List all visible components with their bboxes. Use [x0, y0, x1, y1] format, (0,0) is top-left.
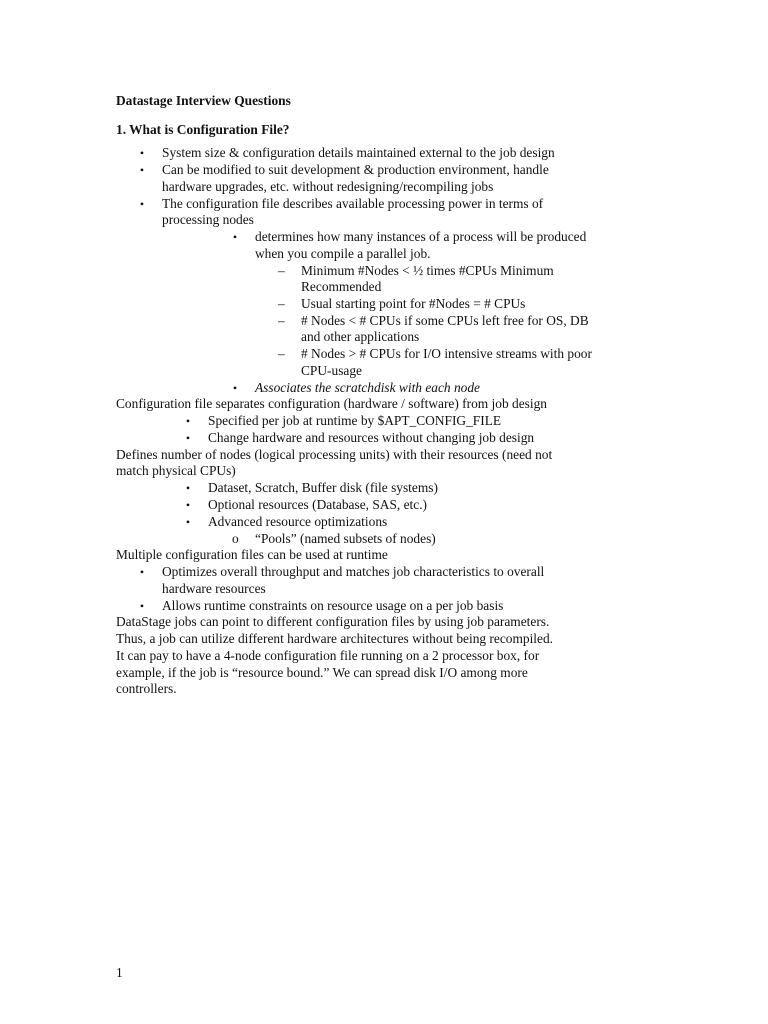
text-line: System size & configuration details maintained external to the job design [162, 145, 555, 160]
text-line: match physical CPUs) [116, 463, 236, 478]
text-line: controllers. [116, 681, 177, 696]
dash-marker: – [278, 346, 285, 361]
text-line: It can pay to have a 4-node configuration file running on a 2 processor box, for [116, 648, 540, 663]
dash-marker: – [278, 296, 285, 311]
bullet-marker: • [139, 146, 145, 160]
text-line: # Nodes < # CPUs if some CPUs left free for OS, DB [301, 313, 589, 328]
text-line: example, if the job is “resource bound.” We can spread disk I/O among more [116, 665, 528, 680]
text-line: Multiple configuration files can be used at runtime [116, 547, 388, 562]
question-heading: 1. What is Configuration File? [116, 122, 290, 137]
bullet-marker: • [185, 414, 191, 428]
text-line: Configuration file separates configuration (hardware / software) from job design [116, 396, 547, 411]
dash-marker: – [278, 313, 285, 328]
circle-marker: o [232, 531, 239, 546]
text-line: when you compile a parallel job. [255, 246, 431, 261]
text-line: Optimizes overall throughput and matches job characteristics to overall [162, 564, 545, 579]
text-line: Minimum #Nodes < ½ times #CPUs Minimum [301, 263, 554, 278]
bullet-marker: • [139, 599, 145, 613]
text-line: # Nodes > # CPUs for I/O intensive streams with poor [301, 346, 592, 361]
document-title: Datastage Interview Questions [116, 93, 291, 108]
text-line: determines how many instances of a process will be produced [255, 229, 587, 244]
bullet-marker: • [139, 565, 145, 579]
dash-marker: – [278, 263, 285, 278]
text-line: Thus, a job can utilize different hardware architectures without being recompiled. [116, 631, 554, 646]
text-line: Specified per job at runtime by $APT_CONFIG_FILE [208, 413, 502, 428]
text-line: Usual starting point for #Nodes = # CPUs [301, 296, 526, 311]
text-line: hardware upgrades, etc. without redesigning/recompiling jobs [162, 179, 494, 194]
text-line: processing nodes [162, 212, 254, 227]
text-line: Dataset, Scratch, Buffer disk (file systems) [208, 480, 438, 495]
text-line: “Pools” (named subsets of nodes) [255, 531, 436, 546]
text-line: Optional resources (Database, SAS, etc.) [208, 497, 428, 512]
bullet-marker: • [185, 431, 191, 445]
text-line: Advanced resource optimizations [208, 514, 388, 529]
text-line: CPU-usage [301, 363, 362, 378]
text-line: DataStage jobs can point to different configuration files by using job parameters. [116, 614, 550, 629]
text-line: Can be modified to suit development & production environment, handle [162, 162, 549, 177]
text-line: and other applications [301, 329, 420, 344]
bullet-marker: • [232, 230, 238, 244]
page-number: 1 [116, 965, 123, 980]
bullet-marker: • [185, 498, 191, 512]
text-line: Defines number of nodes (logical processing units) with their resources (need not [116, 447, 553, 462]
text-line: The configuration file describes available processing power in terms of [162, 196, 544, 211]
bullet-marker: • [185, 481, 191, 495]
bullet-marker: • [139, 197, 145, 211]
text-line: Associates the scratchdisk with each node [255, 380, 480, 395]
text-line: Recommended [301, 279, 382, 294]
bullet-marker: • [185, 515, 191, 529]
text-line: Change hardware and resources without changing job design [208, 430, 535, 445]
text-line: Allows runtime constraints on resource usage on a per job basis [162, 598, 504, 613]
text-line: hardware resources [162, 581, 266, 596]
bullet-marker: • [139, 163, 145, 177]
bullet-marker: • [232, 381, 238, 395]
